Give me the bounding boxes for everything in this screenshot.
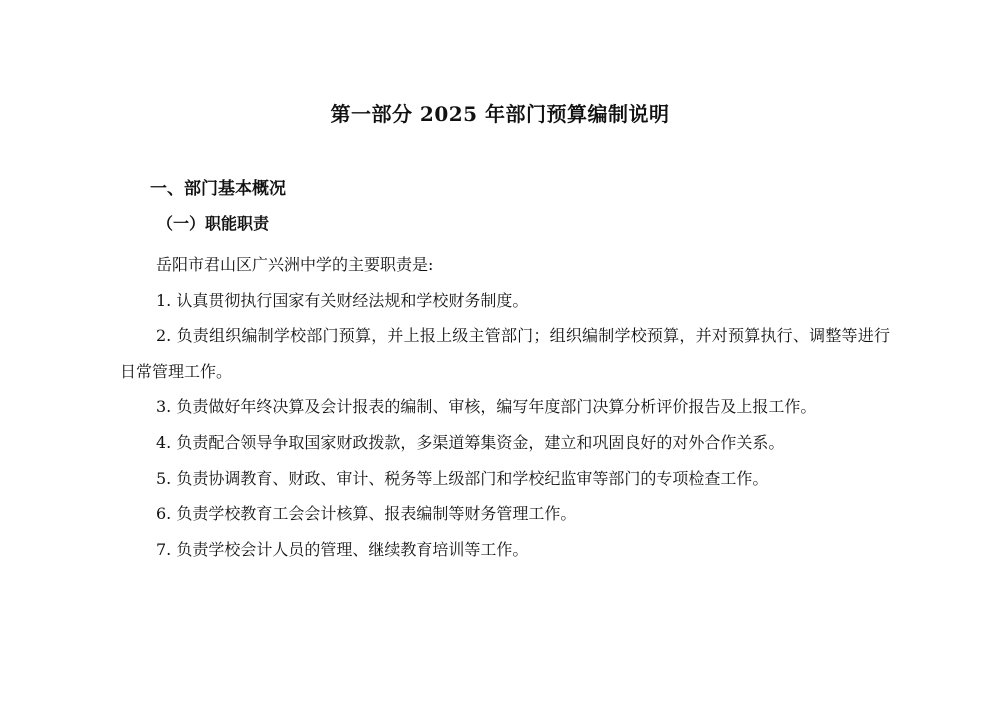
body-text — [120, 247, 890, 567]
paragraph-item-1: 1. 认真贯彻执行国家有关财经法规和学校财务制度。 — [156, 290, 529, 310]
paragraph-item-6: 6. 负责学校教育工会会计核算、报表编制等财务管理工作。 — [156, 504, 577, 524]
paragraph-intro: 岳阳市君山区广兴洲中学的主要职责是: — [156, 255, 434, 274]
page-title: 第一部分 2025 年部门预算编制说明 — [330, 102, 670, 126]
paragraph-item-4: 4. 负责配合领导争取国家财政拨款，多渠道筹集资金，建立和巩固良好的对外合作关系。 — [156, 432, 785, 452]
paragraph-item-2: 2. 负责组织编制学校部门预算，并上报上级主管部门；组织编制学校预算，并对预算执行、调整等进行日常管理工作。 — [120, 326, 890, 381]
section-heading: 一、部门基本概况 — [150, 179, 286, 199]
sub-heading: （一）职能职责 — [157, 214, 270, 233]
paragraph-item-3: 3. 负责做好年终决算及会计报表的编制、审核，编写年度部门决算分析评价报告及上报工作。 — [156, 397, 817, 417]
paragraph-item-7: 7. 负责学校会计人员的管理、继续教育培训等工作。 — [156, 539, 529, 559]
paragraph-item-5: 5. 负责协调教育、财政、审计、税务等上级部门和学校纪监审等部门的专项检查工作。 — [156, 468, 769, 488]
